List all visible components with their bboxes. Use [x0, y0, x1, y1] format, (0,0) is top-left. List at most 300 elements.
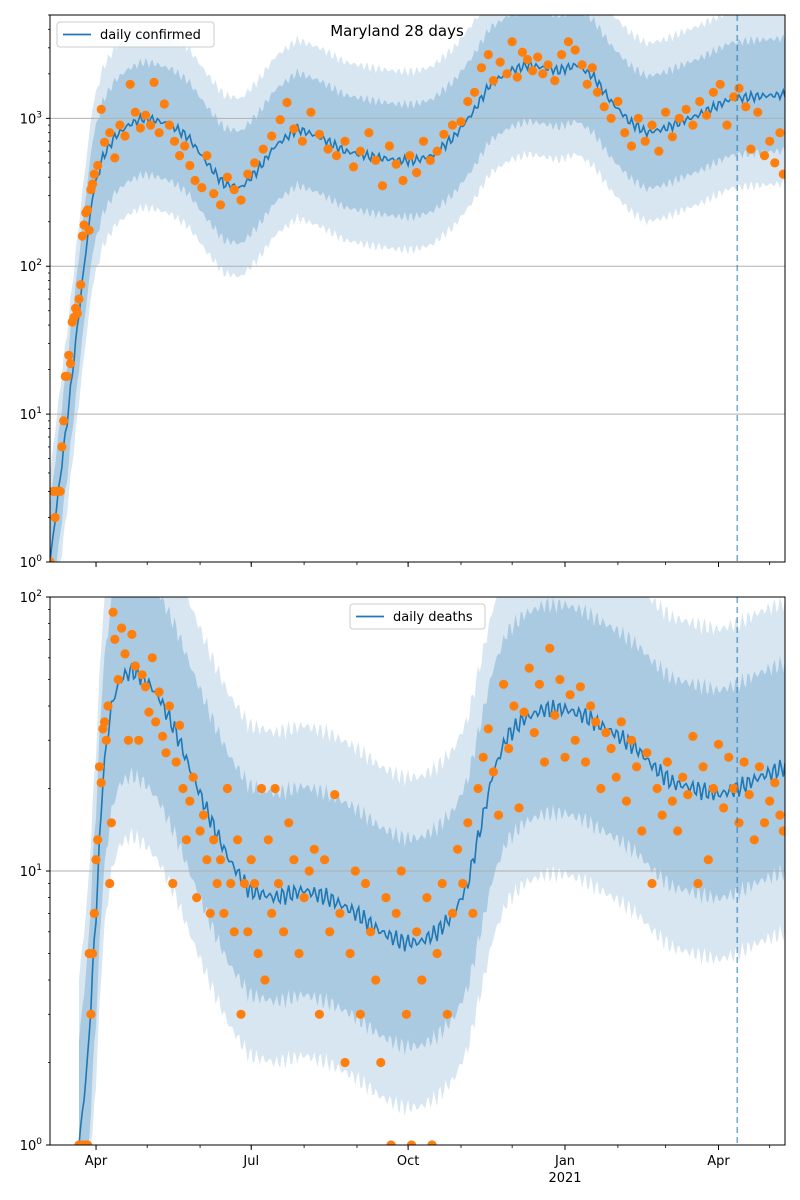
observed-point	[90, 170, 99, 179]
observed-point	[73, 309, 82, 318]
observed-point	[555, 675, 564, 684]
observed-point	[138, 670, 147, 679]
observed-point	[583, 80, 592, 89]
observed-point	[219, 909, 228, 918]
observed-point	[300, 893, 309, 902]
observed-point	[351, 866, 360, 875]
observed-point	[178, 784, 187, 793]
observed-point	[543, 60, 552, 69]
observed-point	[695, 97, 704, 106]
observed-point	[160, 99, 169, 108]
observed-point	[535, 680, 544, 689]
observed-point	[716, 80, 725, 89]
observed-point	[95, 762, 104, 771]
y-tick-label: $10^2$	[19, 258, 42, 276]
observed-point	[107, 818, 116, 827]
observed-point	[199, 811, 208, 820]
observed-point	[185, 797, 194, 806]
legend-label: daily deaths	[393, 610, 473, 625]
observed-point	[151, 717, 160, 726]
observed-point	[110, 635, 119, 644]
observed-point	[127, 630, 136, 639]
observed-point	[364, 128, 373, 137]
observed-point	[456, 117, 465, 126]
observed-point	[612, 773, 621, 782]
observed-point	[741, 102, 750, 111]
observed-point	[361, 879, 370, 888]
observed-point	[658, 811, 667, 820]
observed-point	[775, 811, 784, 820]
observed-point	[109, 608, 118, 617]
x-tick-label: Oct	[396, 1154, 420, 1169]
observed-point	[165, 121, 174, 130]
observed-point	[158, 732, 167, 741]
observed-point	[473, 784, 482, 793]
observed-point	[557, 50, 566, 59]
observed-point	[385, 141, 394, 150]
observed-point	[267, 909, 276, 918]
observed-point	[289, 124, 298, 133]
observed-point	[236, 1010, 245, 1019]
observed-point	[422, 893, 431, 902]
observed-point	[131, 108, 140, 117]
observed-point	[607, 114, 616, 123]
plot-area	[50, 597, 788, 1150]
observed-point	[175, 151, 184, 160]
observed-point	[770, 778, 779, 787]
observed-point	[371, 156, 380, 165]
observed-point	[484, 50, 493, 59]
confirmed-panel	[20, 15, 788, 571]
observed-point	[470, 88, 479, 97]
observed-point	[734, 818, 743, 827]
observed-point	[243, 927, 252, 936]
observed-point	[240, 879, 249, 888]
observed-point	[305, 866, 314, 875]
observed-point	[110, 153, 119, 162]
observed-point	[120, 649, 129, 658]
observed-point	[509, 701, 518, 710]
observed-point	[161, 748, 170, 757]
observed-point	[202, 151, 211, 160]
observed-point	[230, 185, 239, 194]
observed-point	[349, 162, 358, 171]
observed-point	[499, 680, 508, 689]
observed-point	[74, 294, 83, 303]
observed-point	[189, 773, 198, 782]
observed-point	[702, 111, 711, 120]
observed-point	[294, 949, 303, 958]
observed-point	[591, 717, 600, 726]
observed-point	[647, 879, 656, 888]
observed-point	[91, 855, 100, 864]
deaths-panel	[20, 589, 788, 1186]
observed-point	[103, 701, 112, 710]
figure-title: Maryland 28 days	[330, 22, 464, 40]
observed-point	[155, 128, 164, 137]
x-tick-label: Jul	[243, 1154, 260, 1169]
observed-point	[438, 879, 447, 888]
observed-point	[102, 736, 111, 745]
observed-point	[496, 58, 505, 67]
observed-point	[86, 1010, 95, 1019]
observed-point	[760, 818, 769, 827]
observed-point	[236, 196, 245, 205]
observed-point	[144, 708, 153, 717]
observed-point	[682, 105, 691, 114]
observed-point	[770, 158, 779, 167]
observed-point	[97, 778, 106, 787]
observed-point	[371, 975, 380, 984]
observed-point	[197, 183, 206, 192]
observed-point	[168, 879, 177, 888]
observed-point	[581, 757, 590, 766]
observed-point	[115, 121, 124, 130]
observed-point	[600, 102, 609, 111]
observed-point	[202, 855, 211, 864]
observed-point	[693, 879, 702, 888]
observed-point	[340, 1058, 349, 1067]
observed-point	[366, 927, 375, 936]
observed-point	[397, 866, 406, 875]
observed-point	[271, 784, 280, 793]
observed-point	[320, 855, 329, 864]
observed-point	[346, 949, 355, 958]
observed-point	[683, 790, 692, 799]
observed-point	[136, 123, 145, 132]
observed-point	[586, 701, 595, 710]
observed-point	[530, 728, 539, 737]
observed-point	[593, 88, 602, 97]
observed-point	[520, 708, 529, 717]
observed-point	[196, 826, 205, 835]
observed-point	[405, 151, 414, 160]
observed-point	[230, 927, 239, 936]
observed-point	[250, 158, 259, 167]
observed-point	[315, 1010, 324, 1019]
observed-point	[134, 736, 143, 745]
observed-point	[381, 893, 390, 902]
observed-point	[740, 757, 749, 766]
observed-point	[663, 757, 672, 766]
observed-point	[439, 130, 448, 139]
observed-point	[93, 835, 102, 844]
observed-point	[560, 753, 569, 762]
observed-point	[765, 797, 774, 806]
y-tick-label: $10^3$	[19, 110, 42, 128]
observed-point	[325, 927, 334, 936]
observed-point	[332, 151, 341, 160]
observed-point	[545, 644, 554, 653]
observed-point	[182, 835, 191, 844]
x-tick-sublabel: 2021	[548, 1171, 582, 1186]
observed-point	[190, 176, 199, 185]
x-tick-label: Apr	[84, 1154, 108, 1169]
observed-point	[335, 909, 344, 918]
observed-point	[675, 114, 684, 123]
observed-point	[279, 927, 288, 936]
observed-point	[494, 811, 503, 820]
observed-point	[172, 757, 181, 766]
observed-point	[622, 797, 631, 806]
observed-point	[722, 121, 731, 130]
observed-point	[753, 108, 762, 117]
observed-point	[617, 717, 626, 726]
observed-point	[688, 121, 697, 130]
observed-point	[750, 835, 759, 844]
plot-area	[45, 15, 788, 567]
observed-point	[678, 773, 687, 782]
observed-point	[502, 69, 511, 78]
observed-point	[209, 189, 218, 198]
observed-point	[755, 762, 764, 771]
observed-point	[463, 97, 472, 106]
observed-point	[131, 661, 140, 670]
observed-point	[746, 145, 755, 154]
observed-point	[267, 131, 276, 140]
observed-point	[88, 179, 97, 188]
observed-point	[274, 879, 283, 888]
observed-point	[226, 879, 235, 888]
observed-point	[564, 37, 573, 46]
observed-point	[141, 682, 150, 691]
y-tick-label: $10^0$	[19, 554, 42, 571]
observed-point	[306, 108, 315, 117]
observed-point	[613, 97, 622, 106]
observed-point	[489, 767, 498, 776]
observed-point	[668, 797, 677, 806]
observed-point	[433, 949, 442, 958]
observed-point	[216, 855, 225, 864]
observed-point	[126, 80, 135, 89]
observed-point	[356, 1010, 365, 1019]
observed-point	[704, 855, 713, 864]
observed-point	[298, 137, 307, 146]
observed-point	[141, 111, 150, 120]
observed-point	[525, 664, 534, 673]
observed-point	[185, 161, 194, 170]
observed-point	[745, 790, 754, 799]
observed-point	[458, 879, 467, 888]
y-tick-label: $10^1$	[19, 863, 42, 880]
observed-point	[90, 909, 99, 918]
observed-point	[448, 909, 457, 918]
observed-point	[419, 137, 428, 146]
observed-point	[566, 690, 575, 699]
observed-point	[601, 728, 610, 737]
observed-point	[165, 701, 174, 710]
observed-point	[88, 949, 97, 958]
observed-point	[647, 121, 656, 130]
observed-point	[76, 280, 85, 289]
observed-point	[479, 753, 488, 762]
observed-point	[654, 147, 663, 156]
observed-point	[330, 790, 339, 799]
observed-point	[100, 717, 109, 726]
observed-point	[484, 724, 493, 733]
observed-point	[507, 37, 516, 46]
observed-point	[765, 137, 774, 146]
observed-point	[688, 732, 697, 741]
y-tick-label: $10^2$	[19, 589, 42, 606]
observed-point	[642, 748, 651, 757]
observed-point	[392, 909, 401, 918]
observed-point	[775, 128, 784, 137]
observed-point	[180, 141, 189, 150]
observed-point	[56, 487, 65, 496]
observed-point	[607, 744, 616, 753]
observed-point	[533, 52, 542, 61]
observed-point	[571, 736, 580, 745]
observed-point	[105, 879, 114, 888]
observed-point	[315, 130, 324, 139]
observed-point	[489, 76, 498, 85]
observed-point	[250, 879, 259, 888]
legend	[57, 22, 214, 47]
observed-point	[323, 145, 332, 154]
observed-point	[627, 141, 636, 150]
observed-point	[63, 372, 72, 381]
observed-point	[216, 200, 225, 209]
observed-point	[779, 170, 788, 179]
observed-point	[714, 740, 723, 749]
observed-point	[83, 205, 92, 214]
y-tick-label: $10^1$	[19, 406, 42, 424]
observed-point	[149, 78, 158, 87]
observed-point	[538, 69, 547, 78]
observed-point	[124, 736, 133, 745]
observed-point	[97, 105, 106, 114]
observed-point	[433, 147, 442, 156]
observed-point	[724, 753, 733, 762]
observed-point	[398, 176, 407, 185]
observed-point	[514, 803, 523, 812]
observed-point	[734, 84, 743, 93]
x-tick-label: Apr	[707, 1154, 730, 1169]
observed-point	[392, 160, 401, 169]
observed-point	[247, 855, 256, 864]
observed-point	[426, 156, 435, 165]
observed-point	[417, 975, 426, 984]
observed-point	[192, 893, 201, 902]
observed-point	[206, 909, 215, 918]
observed-point	[673, 826, 682, 835]
observed-point	[468, 909, 477, 918]
observed-point	[632, 762, 641, 771]
observed-point	[64, 351, 73, 360]
observed-point	[223, 784, 232, 793]
observed-point	[661, 108, 670, 117]
observed-point	[170, 137, 179, 146]
observed-point	[93, 161, 102, 170]
legend	[350, 604, 485, 629]
observed-point	[402, 1010, 411, 1019]
observed-point	[627, 736, 636, 745]
observed-point	[448, 121, 457, 130]
observed-point	[378, 181, 387, 190]
observed-point	[254, 949, 263, 958]
observed-point	[513, 73, 522, 82]
observed-point	[760, 151, 769, 160]
observed-point	[114, 675, 123, 684]
x-tick-label: Jan	[554, 1154, 576, 1169]
observed-point	[356, 147, 365, 156]
observed-point	[550, 711, 559, 720]
observed-point	[289, 855, 298, 864]
observed-point	[243, 170, 252, 179]
observed-point	[634, 114, 643, 123]
observed-point	[653, 784, 662, 793]
observed-point	[310, 845, 319, 854]
observed-point	[571, 45, 580, 54]
observed-point	[453, 845, 462, 854]
observed-point	[276, 115, 285, 124]
observed-point	[550, 76, 559, 85]
observed-point	[260, 975, 269, 984]
observed-point	[523, 55, 532, 64]
observed-point	[85, 226, 94, 235]
observed-point	[719, 803, 728, 812]
observed-point	[709, 784, 718, 793]
observed-point	[463, 818, 472, 827]
observed-point	[412, 168, 421, 177]
observed-point	[709, 88, 718, 97]
observed-point	[620, 128, 629, 137]
observed-point	[637, 826, 646, 835]
observed-point	[282, 98, 291, 107]
observed-point	[340, 137, 349, 146]
observed-point	[504, 744, 513, 753]
observed-point	[578, 60, 587, 69]
observed-point	[284, 818, 293, 827]
observed-point	[148, 653, 157, 662]
observed-point	[668, 132, 677, 141]
observed-point	[209, 835, 218, 844]
observed-point	[264, 835, 273, 844]
observed-point	[528, 66, 537, 75]
observed-point	[257, 784, 266, 793]
observed-point	[699, 762, 708, 771]
observed-point	[443, 1010, 452, 1019]
observed-point	[51, 513, 60, 522]
observed-point	[120, 131, 129, 140]
observed-point	[412, 927, 421, 936]
observed-point	[576, 682, 585, 691]
observed-point	[59, 416, 68, 425]
observed-point	[223, 173, 232, 182]
observed-point	[213, 879, 222, 888]
legend-label: daily confirmed	[100, 28, 201, 43]
observed-point	[117, 624, 126, 633]
observed-point	[100, 138, 109, 147]
observed-point	[233, 835, 242, 844]
observed-point	[477, 63, 486, 72]
observed-point	[155, 687, 164, 696]
observed-point	[596, 784, 605, 793]
observed-point	[641, 137, 650, 146]
observed-point	[588, 63, 597, 72]
observed-point	[376, 1058, 385, 1067]
observed-point	[259, 145, 268, 154]
observed-point	[105, 128, 114, 137]
observed-point	[175, 721, 184, 730]
observed-point	[146, 121, 155, 130]
observed-point	[779, 826, 788, 835]
observed-point	[540, 757, 549, 766]
observed-point	[66, 359, 75, 368]
y-tick-label: $10^0$	[19, 1137, 42, 1154]
observed-point	[57, 442, 66, 451]
